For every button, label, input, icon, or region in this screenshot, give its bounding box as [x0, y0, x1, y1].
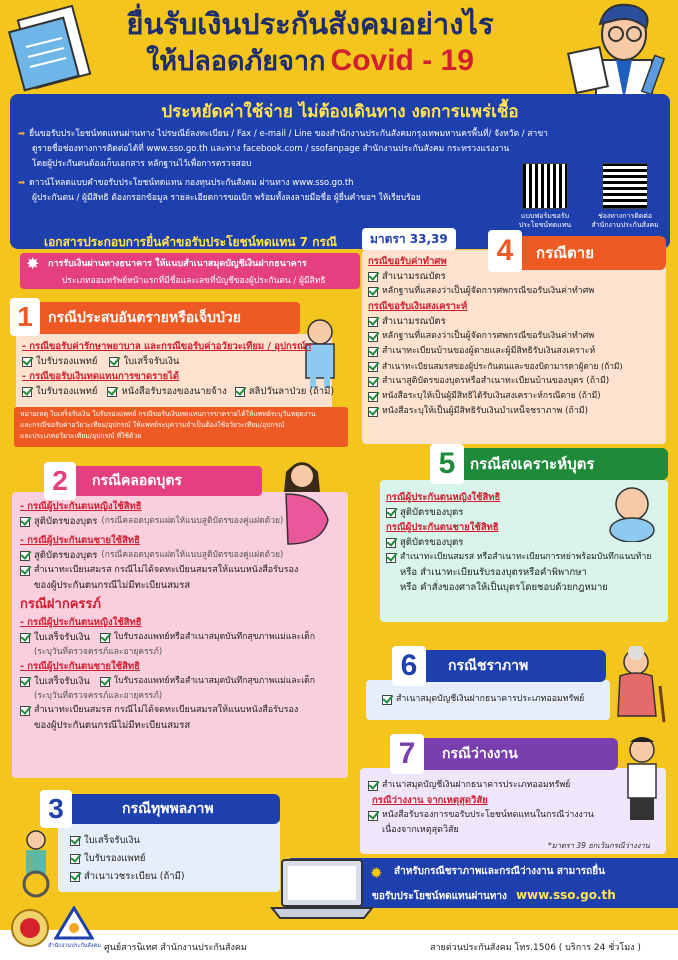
case-5-sub-1: กรณีผู้ประกันตนหญิงใช้สิทธิ	[386, 492, 501, 503]
case-2-header	[44, 466, 262, 496]
title-line-2b: Covid - 19	[330, 44, 474, 77]
bank-line-1: การรับเงินผ่านทางธนาคาร ให้แนบสำเนาสมุดบัญชีเงินฝากธนาคาร	[48, 259, 307, 269]
case-7-title: กรณีว่างงาน	[442, 746, 518, 762]
case-2-item-6: ใบเสร็จรับเงิน	[34, 676, 90, 687]
checkbox-icon	[109, 357, 119, 367]
case-2-sub-2: - กรณีผู้ประกันตนชายใช้สิทธิ	[20, 535, 140, 546]
case-3-item-1: ใบเสร็จรับเงิน	[84, 835, 140, 846]
subtitle: ประหยัดค่าใช้จ่าย ไม่ต้องเดินทาง งดการแพร่เชื้อ	[161, 102, 519, 122]
checkbox-icon	[235, 387, 245, 397]
case-6-body	[382, 692, 612, 707]
checkbox-icon	[368, 377, 378, 387]
checkbox-icon	[382, 695, 392, 705]
title-line-1: ยื่นรับเงินประกันสังคมอย่างไร	[126, 7, 494, 41]
case-1-note-2: และกรณีขอรับค่าอวัยวะเทียม/อุปกรณ์ ให้แพทย์ระบุความจำเป็นต้องใช้อวัยวะเทียม/อุปกรณ์	[20, 421, 285, 429]
checkbox-icon	[368, 407, 378, 417]
case-1-item-2: ใบเสร็จรับเงิน	[123, 356, 180, 367]
checkbox-icon	[22, 357, 32, 367]
intro-line-3: โดยผู้ประกันตนต้องเก็บเอกสาร หลักฐานไว้เพื่อการตรวจสอบ	[32, 159, 252, 169]
checkbox-icon	[368, 332, 378, 342]
case-1-header	[18, 302, 300, 334]
checkbox-icon	[100, 633, 110, 643]
case-2-note-7: (ระบุวันที่ตรวจครรภ์และอายุครรภ์)	[34, 691, 163, 701]
sun-icon: ✹	[370, 864, 383, 882]
government-seal-icon	[10, 906, 50, 950]
case-1-number: 1	[10, 298, 40, 336]
case-5-body	[386, 490, 666, 595]
star-icon: ✸	[26, 254, 40, 273]
case-2-note-1: (กรณีคลอดบุตรแฝดให้แนบสูติบัตรของคู่แฝดด้วย)	[101, 516, 284, 526]
case-5-header	[432, 448, 668, 480]
title-line-2a: ให้ปลอดภัยจาก	[146, 46, 326, 77]
case-2-item-2: สูติบัตรของบุตร	[34, 550, 98, 561]
checkbox-icon	[20, 706, 30, 716]
case-7-header	[392, 738, 618, 770]
case-4-item-3: สำเนามรณบัตร	[382, 316, 446, 327]
checkbox-icon	[386, 553, 396, 563]
checkbox-icon	[70, 836, 80, 846]
case-2-item-3b: ของผู้ประกันตนกรณีไม่มีทะเบียนสมรส	[34, 580, 191, 591]
case-5-sub-2: กรณีผู้ประกันตนชายใช้สิทธิ	[386, 522, 499, 533]
documents-illustration	[6, 2, 102, 94]
case-4-item-2: หลักฐานที่แสดงว่าเป็นผู้จัดการศพกรณีขอรับเงินค่าทำศพ	[382, 286, 595, 296]
checkbox-icon	[20, 517, 30, 527]
checkbox-icon	[386, 508, 396, 518]
case-1-note-3: และประเภทอวัยวะเทียม/อุปกรณ์ ที่ใช้ด้วย	[20, 432, 142, 440]
case-2-sub-4: - กรณีผู้ประกันตนชายใช้สิทธิ	[20, 661, 140, 672]
case-2-number: 2	[44, 462, 76, 500]
case-1-sub-2: - กรณีขอรับเงินทดแทนการขาดรายได้	[22, 371, 180, 382]
intro-line-1: ยื่นขอรับประโยชน์ทดแทนผ่านทาง ไปรษณีย์ลงทะเบียน / Fax / e-mail / Line ของสำนักงานประกันสังคมกรุงเทพมหานครพื้นที่/ จังหวัด / สาขา	[29, 129, 548, 139]
case-6-item-1: สำเนาสมุดบัญชีเงินฝากธนาคารประเภทออมทรัพย์	[396, 694, 585, 704]
checkbox-icon	[70, 872, 80, 882]
case-3-item-3: สำเนาเวชระเบียน (ถ้ามี)	[84, 871, 185, 882]
case-5-number: 5	[430, 444, 464, 484]
case-1-item-1: ใบรับรองแพทย์	[36, 356, 98, 367]
case-4-item-4: หลักฐานที่แสดงว่าเป็นผู้จัดการศพกรณีขอรับเงินค่าทำศพ	[382, 331, 595, 341]
checkbox-icon	[20, 551, 30, 561]
case-2-sub-3: - กรณีผู้ประกันตนหญิงใช้สิทธิ	[20, 617, 142, 628]
qr-code-contact[interactable]	[602, 163, 648, 209]
case-3-header	[40, 794, 280, 824]
intro-text	[18, 127, 668, 206]
qr2-label: ช่องทางการติดต่อ สำนักงานประกันสังคม	[591, 212, 659, 229]
case-2-sub-1: - กรณีผู้ประกันตนหญิงใช้สิทธิ	[20, 501, 142, 512]
case-6-number: 6	[392, 646, 426, 686]
case-1-item-3: ใบรับรองแพทย์	[36, 386, 98, 397]
case-1-note-1: หมายเหตุ ใบเสร็จรับเงิน ใบรับรองแพทย์ กรณีขอรับเงินทดแทนการขาดรายได้ให้แพทย์ระบุวันหยุดงาน	[20, 410, 316, 418]
checkbox-icon	[386, 538, 396, 548]
checkbox-icon	[100, 677, 110, 687]
checkbox-icon	[368, 272, 378, 282]
intro-line-2: ดูรายชื่อช่องทางการติดต่อได้ที่ www.sso.go.th และทาง facebook.com / ssofanpage สำนักงานประกันสังคม กระทรวงแรงงาน	[32, 144, 510, 154]
case-2-item-8b: ของผู้ประกันตนกรณีไม่มีทะเบียนสมรส	[34, 720, 191, 731]
case-4-item-8: หนังสือระบุให้เป็นผู้มีสิทธิได้รับเงินสงเคราะห์กรณีตาย (ถ้ามี)	[382, 391, 601, 401]
checkbox-icon	[368, 811, 378, 821]
case-3-body	[70, 832, 270, 886]
case-2-body	[20, 499, 346, 733]
case-2-note-5: (ระบุวันที่ตรวจครรภ์และอายุครรภ์)	[34, 647, 163, 657]
page-title	[90, 6, 530, 84]
case-7-number: 7	[390, 734, 424, 774]
case-2-item-8: สำเนาทะเบียนสมรส กรณีไม่ได้จดทะเบียนสมรสให้แนบหนังสือรับรอง	[34, 705, 299, 715]
checkbox-icon	[368, 317, 378, 327]
case-4-item-5: สำเนาทะเบียนบ้านของผู้ตายและผู้มีสิทธิรับเงินสงเคราะห์	[382, 346, 596, 356]
case-1-note	[20, 409, 346, 442]
case-5-line-1: หรือ สำเนาทะเบียนรับรองบุตรหรือคำพิพากษา	[400, 567, 587, 578]
case-2-item-7: ใบรับรองแพทย์หรือสำเนาสมุดบันทึกสุขภาพแม่และเด็ก	[113, 676, 315, 686]
case-1-body	[22, 339, 335, 399]
case-7-sub-1: กรณีว่างงาน จากเหตุสุดวิสัย	[372, 795, 488, 806]
case-3-item-2: ใบรับรองแพทย์	[84, 853, 146, 864]
man-reading-illustration	[566, 0, 676, 100]
case-5-item-3: สำเนาทะเบียนสมรส หรือสำเนาทะเบียนการหย่าพร้อมบันทึกแนบท้าย	[400, 552, 652, 562]
checkbox-icon	[368, 347, 378, 357]
case-1-sub-1: - กรณีขอรับค่ารักษาพยาบาล และกรณีขอรับค่าอวัยวะเทียม / อุปกรณ์ฯ	[22, 341, 311, 352]
sso-logo-caption: สำนักงานประกันสังคม	[48, 943, 101, 949]
checkbox-icon	[368, 781, 378, 791]
case-7-item-2b: เนื่องจากเหตุสุดวิสัย	[382, 825, 459, 835]
case-7-note: *มาตรา 39 ยกเว้นกรณีว่างงาน	[548, 841, 650, 850]
case-4-item-9: หนังสือระบุให้เป็นผู้มีสิทธิรับเงินบำเหน็จชราภาพ (ถ้ามี)	[382, 406, 589, 416]
case-2-prenatal-title: กรณีฝากครรภ์	[20, 597, 101, 612]
laptop-illustration	[268, 852, 378, 922]
case-4-item-7: สำเนาสูติบัตรของบุตรหรือสำเนาทะเบียนบ้านของบุตร (ถ้ามี)	[382, 376, 610, 386]
case-5-title: กรณีสงเคราะห์บุตร	[470, 455, 595, 473]
case-2-item-4: ใบเสร็จรับเงิน	[34, 632, 90, 643]
checkbox-icon	[368, 287, 378, 297]
article-badge: มาตรา 33,39	[362, 228, 456, 251]
case-3-title: กรณีทุพพลภาพ	[122, 801, 214, 817]
qr-code-form[interactable]	[522, 163, 568, 209]
elderly-woman-illustration	[606, 646, 670, 724]
case-4-sub-2: กรณีขอรับเงินสงเคราะห์	[368, 301, 468, 312]
case-4-number: 4	[488, 230, 522, 272]
footer-left: ศูนย์สารนิเทศ สำนักงานประกันสังคม	[104, 943, 247, 953]
case-4-sub-1: กรณีขอรับค่าทำศพ	[368, 256, 447, 267]
bottom-line-2: ขอรับประโยชน์ทดแทนผ่านทาง	[372, 891, 507, 902]
arrow-icon: ➡	[18, 178, 26, 188]
case-1-item-4: หนังสือรับรองของนายจ้าง	[121, 386, 227, 397]
case-2-item-5: ใบรับรองแพทย์หรือสำเนาสมุดบันทึกสุขภาพแม่และเด็ก	[113, 632, 315, 642]
case-2-item-3: สำเนาทะเบียนสมรส กรณีไม่ได้จดทะเบียนสมรสให้แนบหนังสือรับรอง	[34, 565, 299, 575]
unemployed-man-illustration	[614, 736, 672, 826]
case-5-item-1: สูติบัตรของบุตร	[400, 507, 464, 518]
bottom-url[interactable]: www.sso.go.th	[515, 888, 616, 902]
checkbox-icon	[70, 854, 80, 864]
arrow-icon: ➡	[18, 129, 26, 139]
case-2-note-2: (กรณีคลอดบุตรแฝดให้แนบสูติบัตรของคู่แฝดด้วย)	[101, 550, 284, 560]
footer-right: สายด่วนประกันสังคม โทร.1506 ( บริการ 24 ชั่วโมง )	[430, 943, 641, 953]
case-4-item-6: สำเนาทะเบียนสมรสของผู้ประกันตนและของบิดามารดาผู้ตาย (ถ้ามี)	[382, 361, 623, 371]
checkbox-icon	[20, 677, 30, 687]
docs-title: เอกสารประกอบการยื่นคำขอรับประโยชน์ทดแทน 7 กรณี	[44, 235, 338, 249]
case-7-body	[368, 778, 618, 838]
case-7-item-2: หนังสือรับรองการขอรับประโยชน์ทดแทนในกรณีว่างงาน	[382, 810, 594, 820]
checkbox-icon	[107, 387, 117, 397]
case-5-line-2: หรือ คำสั่งของศาลให้เป็นบุตรโดยชอบด้วยกฎหมาย	[400, 582, 608, 593]
checkbox-icon	[20, 566, 30, 576]
case-4-item-1: สำเนามรณบัตร	[382, 271, 446, 282]
sso-logo-icon	[54, 906, 94, 940]
bank-line-2: ประเภทออมทรัพย์หน้าแรกที่มีชื่อและเลขที่บัญชีของผู้ประกันตน / ผู้มีสิทธิ	[62, 276, 326, 286]
checkbox-icon	[20, 633, 30, 643]
intro-line-5: ผู้ประกันตน / ผู้มีสิทธิ ต้องกรอกข้อมูล รายละเอียดการขอเบิก พร้อมทั้งลงลายมือชื่อ ผู้ยื่นคำขอฯ ให้เรียบร้อย	[32, 193, 421, 203]
bottom-line-1: สำหรับกรณีชราภาพและกรณีว่างงาน สามารถยื่น	[394, 866, 605, 877]
case-7-item-1: สำเนาสมุดบัญชีเงินฝากธนาคารประเภทออมทรัพย์	[382, 780, 571, 790]
case-5-item-2: สูติบัตรของบุตร	[400, 537, 464, 548]
case-1-title: กรณีประสบอันตรายหรือเจ็บป่วย	[48, 310, 241, 326]
qr1-label: แบบฟอร์มขอรับ ประโยชน์ทดแทน	[518, 212, 572, 229]
checkbox-icon	[368, 362, 378, 372]
wheelchair-illustration	[8, 828, 64, 898]
case-3-number: 3	[40, 790, 72, 828]
case-1-item-5: สลิปวันลาป่วย (ถ้ามี)	[248, 386, 335, 397]
intro-line-4: ดาวน์โหลดแบบคำขอรับประโยชน์ทดแทน กองทุนประกันสังคม ผ่านทาง www.sso.go.th	[29, 178, 354, 188]
case-6-title: กรณีชราภาพ	[448, 658, 529, 674]
case-4-title: กรณีตาย	[536, 244, 595, 262]
checkbox-icon	[368, 392, 378, 402]
case-2-item-1: สูติบัตรของบุตร	[34, 516, 98, 527]
case-2-title: กรณีคลอดบุตร	[92, 473, 182, 489]
case-4-body	[368, 254, 662, 419]
checkbox-icon	[22, 387, 32, 397]
